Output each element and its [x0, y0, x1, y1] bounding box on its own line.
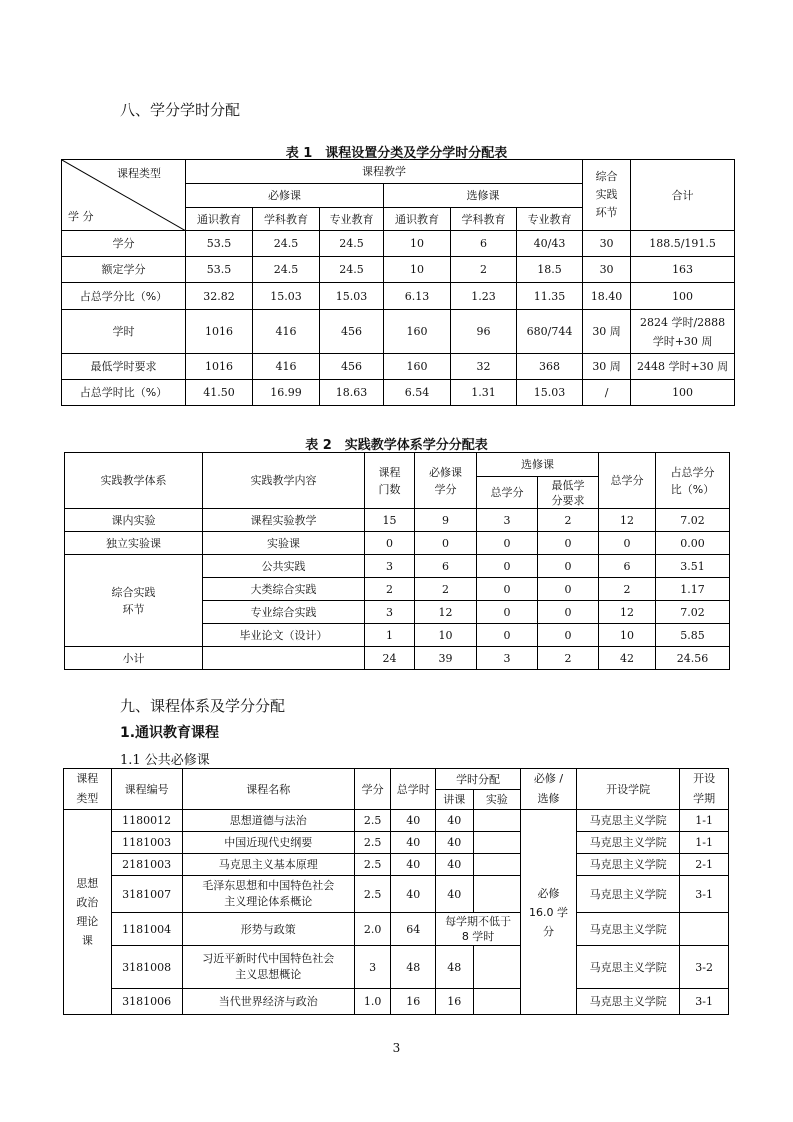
- value-cell: 1.31: [451, 380, 517, 406]
- course-credit: 2.5: [354, 832, 390, 854]
- term-cell: 1-1: [680, 810, 729, 832]
- value-cell: 0.00: [656, 532, 730, 555]
- course-code: 3181007: [111, 876, 182, 913]
- value-cell: 1016: [186, 354, 253, 380]
- value-cell: 24.5: [320, 257, 384, 283]
- lecture-hours: 40: [436, 810, 474, 832]
- value-cell: 30 周: [583, 354, 631, 380]
- value-cell: 30 周: [583, 310, 631, 354]
- value-cell: 24.5: [320, 231, 384, 257]
- value-cell: /: [583, 380, 631, 406]
- h-elective-total: 总学分: [477, 477, 538, 509]
- table-1: [61, 159, 735, 406]
- elective-header: 选修课: [384, 184, 583, 208]
- college-cell: 马克思主义学院: [576, 832, 679, 854]
- h-required: 必修课 学分: [415, 453, 477, 509]
- h-code: 课程编号: [111, 769, 182, 810]
- value-cell: 2448 学时+30 周: [631, 354, 735, 380]
- value-cell: 0: [477, 532, 538, 555]
- row-label: 最低学时要求: [62, 354, 186, 380]
- value-cell: 6: [451, 231, 517, 257]
- course-hours: 40: [391, 854, 436, 876]
- lab-hours: [473, 810, 521, 832]
- h-count: 课程 门数: [365, 453, 415, 509]
- h-term: 开设 学期: [680, 769, 729, 810]
- h-college: 开设学院: [576, 769, 679, 810]
- value-cell: 30: [583, 231, 631, 257]
- value-cell: 32: [451, 354, 517, 380]
- content-cell: 公共实践: [203, 555, 365, 578]
- lab-hours: [473, 946, 521, 989]
- value-cell: 6.13: [384, 283, 451, 310]
- public-required-title: 1.1 公共必修课: [120, 753, 210, 768]
- value-cell: 24.5: [253, 231, 320, 257]
- corner-top-label: 课程类型: [117, 167, 161, 180]
- lecture-hours: 40: [436, 876, 474, 913]
- course-row: [64, 913, 729, 946]
- value-cell: 0: [477, 624, 538, 647]
- empty-cell: [203, 647, 365, 670]
- content-cell: 课程实验教学: [203, 509, 365, 532]
- practice-header: 综合 实践 环节: [583, 160, 631, 231]
- value-cell: 24.5: [253, 257, 320, 283]
- course-hours: 40: [391, 832, 436, 854]
- value-cell: 163: [631, 257, 735, 283]
- value-cell: 0: [538, 624, 599, 647]
- college-cell: 马克思主义学院: [576, 913, 679, 946]
- table-1-row: [62, 310, 735, 354]
- college-cell: 马克思主义学院: [576, 876, 679, 913]
- content-cell: 专业综合实践: [203, 601, 365, 624]
- value-cell: 40/43: [517, 231, 583, 257]
- lecture-hours: 48: [436, 946, 474, 989]
- value-cell: 368: [517, 354, 583, 380]
- course-code: 1181004: [111, 913, 182, 946]
- value-cell: 32.82: [186, 283, 253, 310]
- value-cell: 0: [365, 532, 415, 555]
- h-lecture: 讲课: [436, 790, 474, 810]
- value-cell: 15.03: [320, 283, 384, 310]
- value-cell: 53.5: [186, 257, 253, 283]
- required-type-cell: 必修 16.0 学 分: [521, 810, 577, 1015]
- course-name: 马克思主义基本原理: [182, 854, 354, 876]
- value-cell: 188.5/191.5: [631, 231, 735, 257]
- course-teaching-header: 课程教学: [186, 160, 583, 184]
- value-cell: 456: [320, 310, 384, 354]
- subtotal-row: [65, 647, 730, 670]
- page-number: 3: [392, 1041, 401, 1055]
- term-cell: 2-1: [680, 854, 729, 876]
- term-cell: 3-1: [680, 876, 729, 913]
- section-8-title: 八、学分学时分配: [120, 101, 241, 119]
- h-split: 学时分配: [436, 769, 521, 790]
- course-name: 当代世界经济与政治: [182, 989, 354, 1015]
- required-header: 必修课: [186, 184, 384, 208]
- value-cell: 2: [365, 578, 415, 601]
- corner-header-cell: [62, 160, 186, 231]
- value-cell: 11.35: [517, 283, 583, 310]
- h-hours: 总学时: [391, 769, 436, 810]
- value-cell: 12: [599, 509, 656, 532]
- system-cell: 独立实验课: [65, 532, 203, 555]
- value-cell: 39: [415, 647, 477, 670]
- value-cell: 3: [477, 647, 538, 670]
- course-name: 毛泽东思想和中国特色社会 主义理论体系概论: [182, 876, 354, 913]
- table-1-row: [62, 354, 735, 380]
- term-cell: 3-1: [680, 989, 729, 1015]
- term-cell: 3-2: [680, 946, 729, 989]
- table-1-row: [62, 283, 735, 310]
- lab-hours: [473, 989, 521, 1015]
- course-row: [64, 989, 729, 1015]
- table-2: [64, 452, 730, 670]
- course-credit: 2.5: [354, 854, 390, 876]
- course-row: [64, 854, 729, 876]
- h-type: 课程 类型: [64, 769, 112, 810]
- h-name: 课程名称: [182, 769, 354, 810]
- h-system: 实践教学体系: [65, 453, 203, 509]
- value-cell: 3.51: [656, 555, 730, 578]
- sub-header: 专业教育: [517, 208, 583, 231]
- course-code: 1181003: [111, 832, 182, 854]
- value-cell: 2: [538, 647, 599, 670]
- value-cell: 2: [451, 257, 517, 283]
- course-credit: 2.0: [354, 913, 390, 946]
- value-cell: 7.02: [656, 509, 730, 532]
- value-cell: 24: [365, 647, 415, 670]
- value-cell: 12: [415, 601, 477, 624]
- table-1-row: [62, 257, 735, 283]
- course-hours: 16: [391, 989, 436, 1015]
- sub-header: 通识教育: [384, 208, 451, 231]
- content-cell: 大类综合实践: [203, 578, 365, 601]
- value-cell: 10: [384, 231, 451, 257]
- value-cell: 10: [384, 257, 451, 283]
- row-label: 学分: [62, 231, 186, 257]
- value-cell: 2: [599, 578, 656, 601]
- h-credit: 学分: [354, 769, 390, 810]
- value-cell: 2: [415, 578, 477, 601]
- lab-hours: [473, 854, 521, 876]
- value-cell: 7.02: [656, 601, 730, 624]
- course-hours: 40: [391, 876, 436, 913]
- college-cell: 马克思主义学院: [576, 989, 679, 1015]
- value-cell: 12: [599, 601, 656, 624]
- table-2-row: [65, 532, 730, 555]
- value-cell: 18.5: [517, 257, 583, 283]
- term-cell: [680, 913, 729, 946]
- subtotal-label: 小计: [65, 647, 203, 670]
- value-cell: 0: [538, 578, 599, 601]
- value-cell: 2: [538, 509, 599, 532]
- group-label-cell: 综合实践 环节: [65, 555, 203, 647]
- value-cell: 160: [384, 354, 451, 380]
- value-cell: 6: [415, 555, 477, 578]
- lecture-hours: 16: [436, 989, 474, 1015]
- value-cell: 100: [631, 380, 735, 406]
- course-code: 3181008: [111, 946, 182, 989]
- course-hours: 48: [391, 946, 436, 989]
- value-cell: 0: [477, 578, 538, 601]
- value-cell: 6: [599, 555, 656, 578]
- value-cell: 1.17: [656, 578, 730, 601]
- section-9-title: 九、课程体系及学分分配: [120, 697, 286, 715]
- value-cell: 416: [253, 354, 320, 380]
- value-cell: 10: [415, 624, 477, 647]
- row-label: 学时: [62, 310, 186, 354]
- course-name: 中国近现代史纲要: [182, 832, 354, 854]
- course-credit: 1.0: [354, 989, 390, 1015]
- value-cell: 1: [365, 624, 415, 647]
- value-cell: 53.5: [186, 231, 253, 257]
- table-1-row: [62, 231, 735, 257]
- value-cell: 160: [384, 310, 451, 354]
- h-ratio: 占总学分 比（%）: [656, 453, 730, 509]
- value-cell: 1016: [186, 310, 253, 354]
- table-2-caption: 表 2 实践教学体系学分分配表: [305, 438, 488, 453]
- value-cell: 2824 学时/2888 学时+30 周: [631, 310, 735, 354]
- h-elective-min: 最低学 分要求: [538, 477, 599, 509]
- value-cell: 18.40: [583, 283, 631, 310]
- lab-hours: [473, 876, 521, 913]
- value-cell: 16.99: [253, 380, 320, 406]
- value-cell: 6.54: [384, 380, 451, 406]
- course-row: [64, 832, 729, 854]
- sub-header: 学科教育: [451, 208, 517, 231]
- table-3: [63, 768, 729, 1015]
- course-type-cell: 思想 政治 理论 课: [64, 810, 112, 1015]
- table-1-caption: 表 1 课程设置分类及学分学时分配表: [285, 146, 508, 161]
- system-cell: 课内实验: [65, 509, 203, 532]
- h-elective: 选修课: [477, 453, 599, 477]
- sub-header: 通识教育: [186, 208, 253, 231]
- course-name: 形势与政策: [182, 913, 354, 946]
- course-credit: 2.5: [354, 876, 390, 913]
- course-row: [64, 876, 729, 913]
- term-cell: 1-1: [680, 832, 729, 854]
- course-code: 2181003: [111, 854, 182, 876]
- table-2-row: [65, 555, 730, 578]
- sub-header: 学科教育: [253, 208, 320, 231]
- content-cell: 实验课: [203, 532, 365, 555]
- value-cell: 1.23: [451, 283, 517, 310]
- lecture-hours: 40: [436, 854, 474, 876]
- general-education-title: 1.通识教育课程: [120, 725, 220, 741]
- value-cell: 30: [583, 257, 631, 283]
- value-cell: 0: [599, 532, 656, 555]
- value-cell: 3: [365, 555, 415, 578]
- value-cell: 15: [365, 509, 415, 532]
- course-credit: 2.5: [354, 810, 390, 832]
- value-cell: 416: [253, 310, 320, 354]
- course-row: [64, 810, 729, 832]
- course-hours: 40: [391, 810, 436, 832]
- table-1-row: [62, 380, 735, 406]
- course-credit: 3: [354, 946, 390, 989]
- content-cell: 毕业论文（设计）: [203, 624, 365, 647]
- lecture-hours: 40: [436, 832, 474, 854]
- college-cell: 马克思主义学院: [576, 854, 679, 876]
- value-cell: 0: [538, 601, 599, 624]
- value-cell: 5.85: [656, 624, 730, 647]
- sub-header: 专业教育: [320, 208, 384, 231]
- course-name: 习近平新时代中国特色社会 主义思想概论: [182, 946, 354, 989]
- value-cell: 96: [451, 310, 517, 354]
- value-cell: 42: [599, 647, 656, 670]
- value-cell: 18.63: [320, 380, 384, 406]
- total-header: 合计: [631, 160, 735, 231]
- value-cell: 3: [477, 509, 538, 532]
- course-hours: 64: [391, 913, 436, 946]
- value-cell: 0: [477, 601, 538, 624]
- value-cell: 3: [365, 601, 415, 624]
- value-cell: 15.03: [517, 380, 583, 406]
- value-cell: 41.50: [186, 380, 253, 406]
- value-cell: 456: [320, 354, 384, 380]
- special-hours-cell: 每学期不低于 8 学时: [436, 913, 521, 946]
- h-lab: 实验: [473, 790, 521, 810]
- value-cell: 15.03: [253, 283, 320, 310]
- row-label: 占总学分比（%）: [62, 283, 186, 310]
- college-cell: 马克思主义学院: [576, 946, 679, 989]
- course-code: 1180012: [111, 810, 182, 832]
- value-cell: 680/744: [517, 310, 583, 354]
- course-name: 思想道德与法治: [182, 810, 354, 832]
- h-total: 总学分: [599, 453, 656, 509]
- value-cell: 100: [631, 283, 735, 310]
- value-cell: 10: [599, 624, 656, 647]
- row-label: 额定学分: [62, 257, 186, 283]
- course-row: [64, 946, 729, 989]
- college-cell: 马克思主义学院: [576, 810, 679, 832]
- lab-hours: [473, 832, 521, 854]
- h-req: 必修 / 选修: [521, 769, 577, 810]
- row-label: 占总学时比（%）: [62, 380, 186, 406]
- table-2-row: [65, 509, 730, 532]
- value-cell: 24.56: [656, 647, 730, 670]
- value-cell: 0: [538, 532, 599, 555]
- value-cell: 0: [477, 555, 538, 578]
- course-code: 3181006: [111, 989, 182, 1015]
- corner-bottom-label: 学 分: [68, 210, 94, 223]
- value-cell: 9: [415, 509, 477, 532]
- h-content: 实践教学内容: [203, 453, 365, 509]
- value-cell: 0: [415, 532, 477, 555]
- value-cell: 0: [538, 555, 599, 578]
